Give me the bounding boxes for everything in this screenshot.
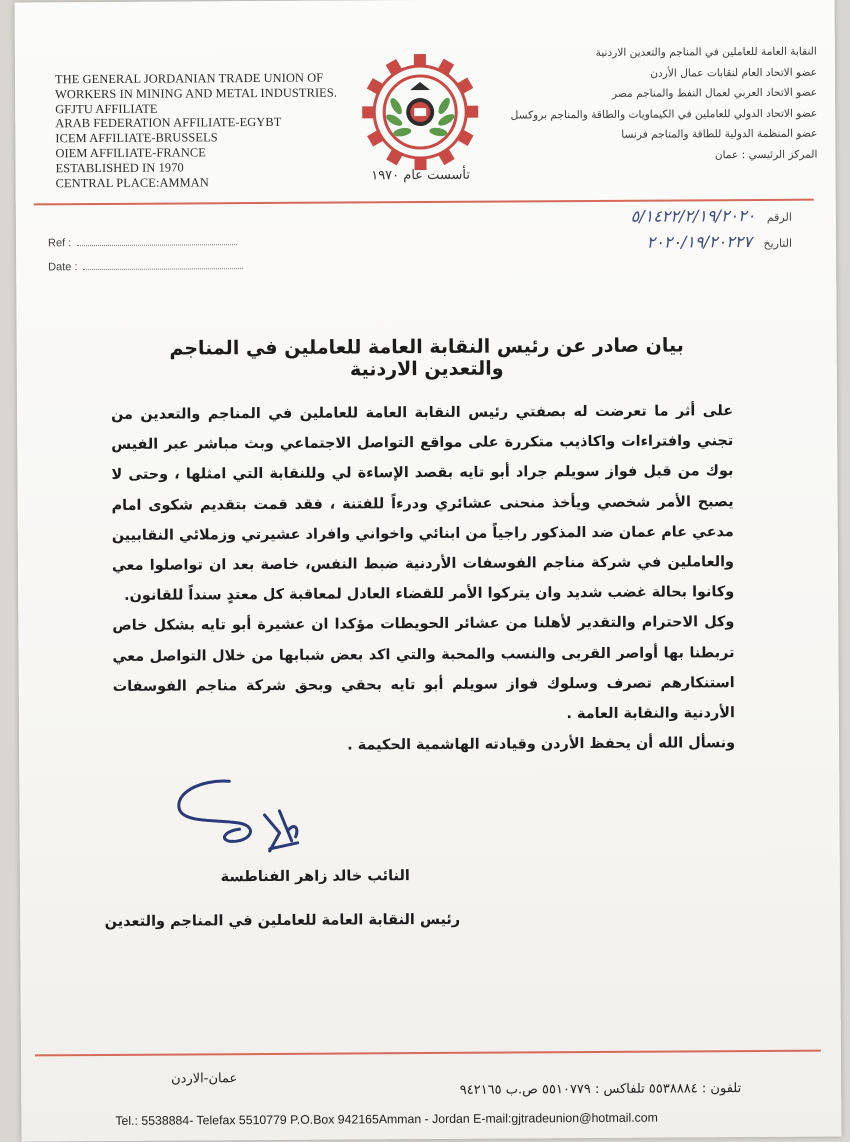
footer-divider [35, 1050, 821, 1057]
footer-english-contacts: Tel.: 5538884- Telefax 5510779 P.O.Box 942165Amman - Jordan E-mail:gjtradeunion@hotmail.com [115, 1110, 658, 1128]
ref-field [48, 235, 237, 249]
letter-sheet [15, 0, 842, 1141]
arabic-ref-value: ٥/١٤٢٢/٢/١٩/٢٠٢٠ [630, 205, 756, 226]
statement-body [111, 396, 735, 762]
statement-paragraph: على أثر ما تعرضت له بصفتي رئيس النقابة العامة للعاملين في المناجم والتعدين من تجني وافتراءات واكاذيب متكررة على مواقع التواصل الاجتماعي وبث مباشر عبر الفيس بوك من قبل فواز سويلم جراد أبو تايه بقصد الإساءة لي وللنقابة التي امثلها ، وحتى لا يصبح الأمر شخصي ويأخذ منحنى عشائري ودرءاً للفتنة ، فقد قمت بتقديم شكوى امام مدعي عام عمان ضد المذكور راجياً من ابنائي واخواني وافراد عشيرتي وزملائي النقابيين والعاملين في شركة مناجم الفوسفات الأردنية ضبط النفس، خاصة بعد ان تواصلوا معي وكانوا بحالة غضب شديد وان يتركوا الأمر للقضاء العادل لمعاقبة كل معتدٍ سنداً للقانون. [111, 403, 735, 605]
english-letterhead [55, 70, 356, 190]
arabic-letterhead-line: المركز الرئيسي : عمان [714, 148, 818, 161]
header-divider [34, 199, 814, 206]
ref-label: Ref : [47, 237, 72, 250]
footer-arabic-contacts: تلفون : ٥٥٣٨٨٨٤ تلفاكس : ٥٥١٠٧٧٩ ص.ب ٩٤٢١٦٥ [459, 1081, 742, 1098]
statement-paragraph: ونسأل الله أن يحفظ الأردن وقيادته الهاشمية الحكيمة . [347, 735, 736, 754]
union-gear-logo-icon [355, 50, 486, 181]
english-letterhead-line: CENTRAL PLACE:AMMAN [55, 174, 209, 190]
ref-dotted-line [77, 235, 237, 246]
english-letterhead-line: ICEM AFFILIATE-BRUSSELS [55, 130, 218, 146]
arabic-letterhead [487, 42, 818, 167]
date-dotted-line [83, 259, 243, 270]
arabic-ref-label: الرقم [766, 210, 792, 224]
english-letterhead-line: OIEM AFFILIATE-FRANCE [55, 145, 206, 161]
arabic-letterhead-line: عضو الاتحاد الدولي للعاملين في الكيماويات والطاقة والمناجم بروكسل [510, 107, 818, 121]
arabic-ref-field [631, 206, 792, 226]
arabic-date-label: التاريخ [763, 236, 793, 250]
english-letterhead-line: THE GENERAL JORDANIAN TRADE UNION OF [54, 70, 324, 87]
date-label: Date : [48, 261, 78, 274]
english-letterhead-line: ARAB FEDERATION AFFILIATE-EGYBT [55, 115, 282, 131]
signatory-position: رئيس النقابة العامة للعاملين في المناجم والتعدين [104, 911, 461, 930]
arabic-date-field [647, 232, 792, 252]
founded-year: تأسست عام ١٩٧٠ [371, 167, 471, 184]
arabic-letterhead-line: عضو المنظمة الدولية للطاقة والمناجم فرنسا [621, 127, 818, 141]
statement-paragraph: وكل الاحترام والتقدير لأهلنا من عشائر الحويطات مؤكدا ان عشيرة أبو تايه بشكل خاص تربطنا بها أواصر القربى والنسب والمحبة والتي اكد بعض شبابها من خلال التواصل معي استنكارهم تصرف وسلوك فواز سويلم أبو تايه بحقي وبحق شركة مناجم الفوسفات الأردنية والنقابة العامة . [112, 614, 735, 723]
signatory-name: النائب خالد زاهر الفناطسة [220, 868, 410, 886]
arabic-letterhead-line: عضو الاتحاد العام لنقابات عمال الأردن [650, 66, 818, 80]
english-letterhead-line: GFJTU AFFILIATE [55, 101, 158, 116]
english-letterhead-line: WORKERS IN MINING AND METAL INDUSTRIES. [55, 85, 338, 102]
date-field [48, 259, 243, 273]
arabic-letterhead-line: عضو الاتحاد العربي لعمال النفط والمناجم مصر [611, 86, 818, 100]
statement-title: بيان صادر عن رئيس النقابة العامة للعاملين في المناجم والتعدين الاردنية [169, 334, 684, 381]
arabic-date-value: ٢٠٢٠/١٩/٢٠٢٢٧ [646, 232, 752, 252]
arabic-letterhead-line: النقابة العامة للعاملين في المناجم والتعدين الاردنية [595, 45, 817, 59]
english-letterhead-line: ESTABLISHED IN 1970 [55, 160, 184, 176]
handwritten-signature [169, 771, 330, 872]
footer-arabic-address: عمان-الاردن [171, 1071, 238, 1087]
